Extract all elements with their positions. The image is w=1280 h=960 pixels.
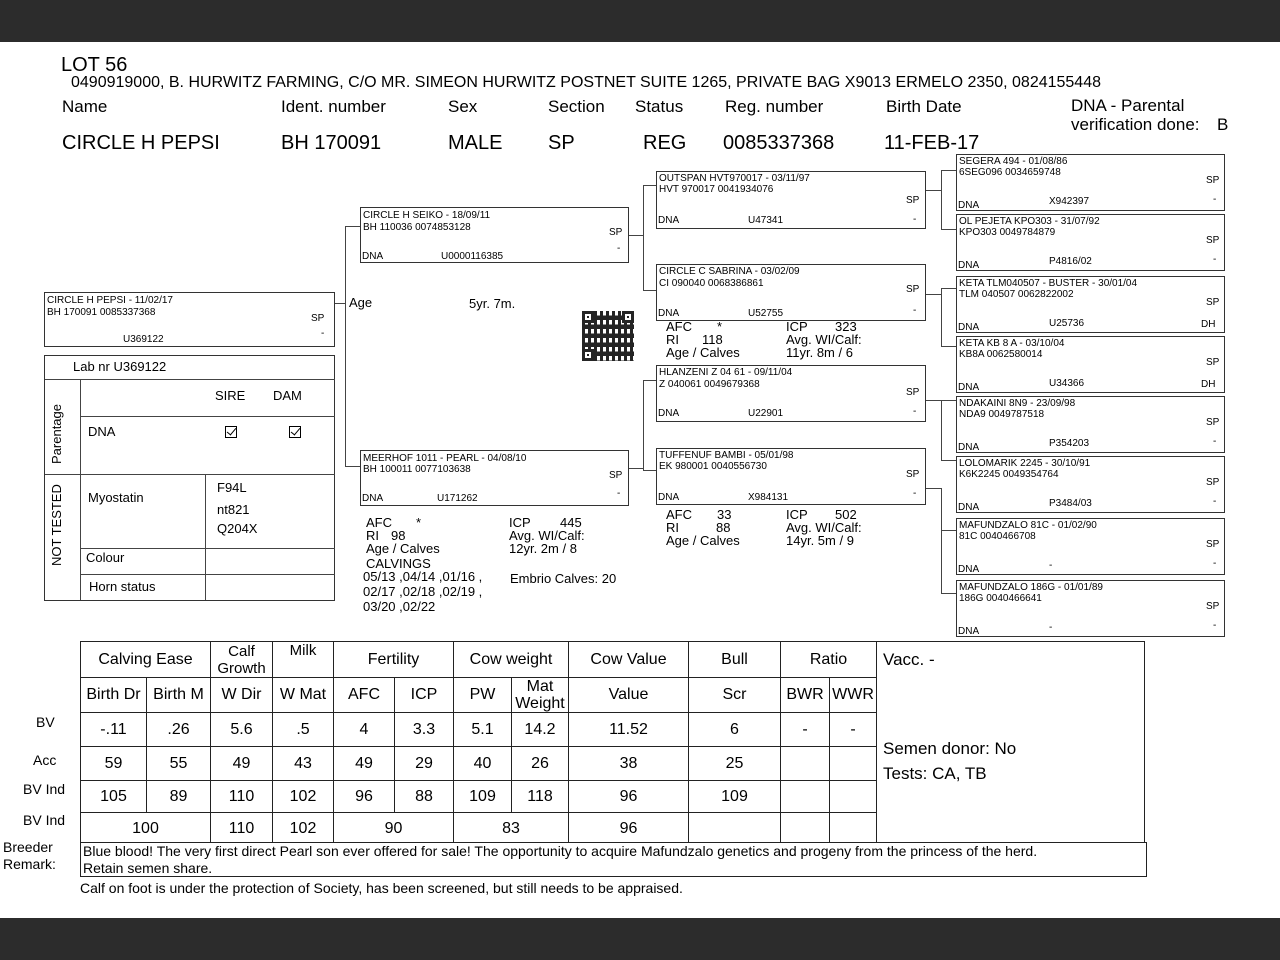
connector	[941, 288, 942, 346]
animal-name: CIRCLE H PEPSI	[62, 132, 220, 154]
connector	[345, 466, 360, 467]
g3-lab: P4816/02	[1049, 256, 1092, 267]
group-fertility: Fertility	[334, 642, 454, 678]
value-cell	[781, 781, 830, 813]
value-cell: 55	[147, 747, 211, 781]
value-cell: .26	[147, 713, 211, 747]
value-cell: 96	[569, 813, 689, 845]
ss-dash: -	[913, 214, 917, 225]
g3-ident: 6SEG096 0034659748	[959, 167, 1061, 178]
group-cow-value: Cow Value	[569, 642, 689, 678]
dam-icp-label: ICP	[509, 515, 531, 530]
connector	[643, 185, 657, 186]
g3-dna: DNA	[958, 502, 980, 513]
g3-section: SP	[1206, 235, 1220, 246]
g3-dash: -	[1213, 558, 1217, 569]
value-cell	[781, 747, 830, 781]
dam-calvings-3: 03/20 ,02/22	[363, 599, 436, 614]
value-cell	[830, 747, 877, 781]
horn-status-label: Horn status	[89, 579, 156, 594]
g3-title: OL PEJETA KPO303 - 31/07/92	[959, 216, 1100, 227]
ds-section: SP	[906, 387, 920, 398]
value-cell: 11.52	[569, 713, 689, 747]
value-cell: 5.1	[454, 713, 512, 747]
sd-avg-label: Avg. WI/Calf:	[786, 332, 862, 347]
g3-lab: U34366	[1049, 378, 1085, 389]
dam-afc-label: AFC	[366, 515, 392, 530]
sd-ident: CI 090040 0068386861	[659, 278, 764, 289]
g3-dna: DNA	[958, 322, 980, 333]
sire-section: SP	[609, 227, 623, 238]
header-status: Status	[635, 97, 684, 116]
g3-ident: KB8A 0062580014	[959, 349, 1043, 360]
connector	[941, 593, 956, 594]
value-cell: 43	[273, 747, 334, 781]
value-cell: 5.6	[211, 713, 273, 747]
ss-title: OUTSPAN HVT970017 - 03/11/97	[659, 173, 810, 184]
connector	[628, 468, 643, 469]
dna-test-label: DNA	[88, 424, 116, 439]
g3-section: SP	[1206, 357, 1220, 368]
pedigree-box-great-grandparent	[956, 456, 1225, 513]
sd-title: CIRCLE C SABRINA - 03/02/09	[659, 266, 800, 277]
dam-title: MEERHOF 1011 - PEARL - 04/08/10	[363, 453, 527, 464]
sd-age-calves-label: Age / Calves	[666, 345, 740, 360]
sire-dna: DNA	[362, 251, 384, 262]
pedigree-box-sire-sire	[656, 171, 926, 229]
sd-lab: U52755	[748, 308, 784, 319]
animal-section: SP	[548, 132, 575, 154]
dam-embrio: Embrio Calves: 20	[510, 571, 617, 586]
footnote: Calf on foot is under the protection of Society, has been screened, but still needs to be appraised.	[80, 880, 683, 896]
g3-dash: -	[1213, 496, 1217, 507]
g3-lab: X942397	[1049, 196, 1090, 207]
sire-dash: -	[617, 243, 621, 254]
g3-ident: TLM 040507 0062822002	[959, 289, 1074, 300]
group-milk: Milk	[273, 642, 334, 678]
ds-title: HLANZENI Z 04 61 - 09/11/04	[659, 367, 793, 378]
connector	[941, 460, 956, 461]
row-label-bv-ind-2: BV Ind	[23, 812, 66, 828]
g3-lab: -	[1049, 622, 1053, 633]
semen-donor: Semen donor: No	[883, 739, 1017, 758]
value-cell: 96	[334, 781, 395, 813]
sire-lab: U0000116385	[441, 251, 504, 262]
group-bull: Bull	[689, 642, 781, 678]
lab-number: Lab nr U369122	[73, 359, 167, 374]
value-cell: 29	[395, 747, 454, 781]
header-ident: Ident. number	[281, 97, 386, 116]
dam-dna: DNA	[362, 493, 384, 504]
dam-age-calves-label: Age / Calves	[366, 541, 440, 556]
ss-dna: DNA	[658, 215, 680, 226]
g3-dna: DNA	[958, 442, 980, 453]
value-cell: 110	[211, 813, 273, 845]
ds-ident: Z 040061 0049679368	[659, 379, 760, 390]
ds-dash: -	[913, 406, 917, 417]
row-label-acc: Acc	[33, 752, 57, 768]
value-cell: 83	[454, 813, 569, 845]
value-cell	[830, 813, 877, 845]
dd-avg-label: Avg. WI/Calf:	[786, 520, 862, 535]
connector	[643, 380, 644, 470]
value-cell: 102	[273, 813, 334, 845]
value-cell: 3.3	[395, 713, 454, 747]
g3-dash: -	[1213, 620, 1217, 631]
g3-section: SP	[1206, 417, 1220, 428]
g3-section: SP	[1206, 297, 1220, 308]
pedigree-box-dam-dam	[656, 448, 926, 505]
breeder-remark-line-1: Blue blood! The very first direct Pearl son ever offered for sale! The opportunity to acquire Mafundzalo genetics and progeny from the princess of the herd.	[83, 843, 1038, 859]
value-cell: 110	[211, 781, 273, 813]
owner-line: 0490919000, B. HURWITZ FARMING, C/O MR. SIMEON HURWITZ POSTNET SUITE 1265, PRIVATE BAG X9013 ERMELO 2350, 0824155448	[71, 74, 1101, 91]
pedigree-box-dam	[360, 450, 629, 506]
parentage-label: Parentage	[49, 404, 64, 464]
sd-age-calves-value: 11yr. 8m / 6	[786, 345, 853, 360]
breeding-values-table	[80, 641, 1145, 845]
sd-section: SP	[906, 284, 920, 295]
dd-age-calves-label: Age / Calves	[666, 533, 740, 548]
g3-lab: P354203	[1049, 438, 1090, 449]
value-cell: 96	[569, 781, 689, 813]
connector	[345, 226, 346, 466]
sd-ri-value: 118	[702, 332, 723, 347]
dd-dna: DNA	[658, 492, 680, 503]
dam-lab: U171262	[437, 493, 478, 504]
dd-age-calves-value: 14yr. 5m / 9	[786, 533, 854, 548]
sd-icp-value: 323	[835, 319, 857, 334]
animal-status: REG	[643, 132, 687, 154]
g3-section: SP	[1206, 539, 1220, 550]
g3-lab: U25736	[1049, 318, 1085, 329]
ss-ident: HVT 970017 0041934076	[659, 184, 774, 195]
column-header: W Dir	[211, 678, 273, 713]
column-header: Value	[569, 678, 689, 713]
header-dna-2: verification done:	[1071, 115, 1200, 134]
dam-ri-label: RI	[366, 528, 379, 543]
dd-section: SP	[906, 469, 920, 480]
g3-section: SP	[1206, 601, 1220, 612]
column-header: Birth M	[147, 678, 211, 713]
g3-dna: DNA	[958, 626, 980, 637]
row-label-bv: BV	[36, 714, 55, 730]
colour-label: Colour	[86, 550, 125, 565]
g3-dna: DNA	[958, 564, 980, 575]
column-header: PW	[454, 678, 512, 713]
connector	[334, 303, 345, 304]
header-reg: Reg. number	[725, 97, 824, 116]
pedigree-box-self	[44, 292, 335, 347]
dd-afc-label: AFC	[666, 507, 692, 522]
value-cell: 109	[689, 781, 781, 813]
group-calf-growth: Calf Growth	[211, 642, 273, 678]
dam-afc-value: *	[416, 515, 422, 530]
lot-number: LOT 56	[61, 54, 128, 76]
value-cell: -	[830, 713, 877, 747]
column-header: Birth Dr	[81, 678, 147, 713]
g3-dash: -	[1213, 254, 1217, 265]
myostatin-label: Myostatin	[88, 490, 144, 505]
dam-section: SP	[609, 470, 623, 481]
myostatin-f94l: F94L	[217, 480, 247, 495]
not-tested-label: NOT TESTED	[49, 484, 64, 566]
value-cell: 105	[81, 781, 147, 813]
breeder-remark-line-2: Retain semen share.	[83, 860, 213, 876]
vacc-panel	[877, 642, 1145, 845]
connector	[345, 226, 360, 227]
g3-dash: -	[1213, 436, 1217, 447]
value-cell: 40	[454, 747, 512, 781]
value-cell: 88	[395, 781, 454, 813]
column-header: BWR	[781, 678, 830, 713]
header-dna-1: DNA - Parental	[1071, 96, 1185, 115]
header-name: Name	[62, 97, 108, 116]
age-label: Age	[349, 295, 373, 310]
connector	[941, 229, 956, 230]
self-dash: -	[321, 328, 325, 339]
value-cell	[689, 813, 781, 845]
g3-dna: DNA	[958, 382, 980, 393]
connector	[643, 380, 657, 381]
dam-calvings-label: CALVINGS	[366, 556, 431, 571]
dd-ident: EK 980001 0040556730	[659, 461, 767, 472]
myostatin-q204x: Q204X	[217, 521, 258, 536]
g3-title: KETA KB 8 A - 03/10/04	[959, 338, 1065, 349]
value-cell: 100	[81, 813, 211, 845]
tests-text: Tests: CA, TB	[883, 764, 987, 783]
dam-dna-checkbox	[289, 426, 301, 438]
g3-title: MAFUNDZALO 81C - 01/02/90	[959, 520, 1097, 531]
age-value: 5yr. 7m.	[469, 296, 516, 311]
connector	[628, 235, 643, 236]
value-cell: -.11	[81, 713, 147, 747]
value-cell: 49	[334, 747, 395, 781]
connector	[643, 290, 657, 291]
value-cell: 25	[689, 747, 781, 781]
connector	[941, 288, 956, 289]
value-cell: 6	[689, 713, 781, 747]
g3-extra: DH	[1201, 379, 1216, 390]
value-cell: -	[781, 713, 830, 747]
connector	[941, 488, 942, 593]
g3-dna: DNA	[958, 260, 980, 271]
sire-header: SIRE	[215, 388, 246, 403]
sd-ri-label: RI	[666, 332, 679, 347]
dd-title: TUFFENUF BAMBI - 05/01/98	[659, 450, 794, 461]
ss-lab: U47341	[748, 215, 784, 226]
connector	[941, 346, 956, 347]
connector	[941, 170, 956, 171]
dd-ri-value: 88	[716, 520, 731, 535]
connector	[941, 170, 942, 230]
dam-age-calves-value: 12yr. 2m / 8	[509, 541, 577, 556]
pedigree-box-great-grandparent	[956, 580, 1225, 637]
self-ident: BH 170091 0085337368	[47, 307, 156, 318]
sire-title: CIRCLE H SEIKO - 18/09/11	[363, 210, 491, 221]
pedigree-box-great-grandparent	[956, 336, 1225, 393]
pedigree-box-great-grandparent	[956, 276, 1225, 333]
value-cell: 26	[512, 747, 569, 781]
value-cell: 4	[334, 713, 395, 747]
group-cow-weight: Cow weight	[454, 642, 569, 678]
header-section: Section	[548, 97, 605, 116]
g3-section: SP	[1206, 175, 1220, 186]
row-label-bv-ind: BV Ind	[23, 781, 66, 797]
breeder-remark-label: Breeder Remark:	[3, 839, 56, 872]
animal-birth: 11-FEB-17	[884, 132, 980, 154]
connector	[941, 400, 942, 460]
dam-dash: -	[617, 488, 621, 499]
vacc-text: Vacc. -	[883, 650, 935, 669]
tests-panel	[44, 355, 335, 601]
g3-ident: 81C 0040466708	[959, 531, 1036, 542]
connector	[925, 400, 941, 401]
pedigree-box-great-grandparent	[956, 396, 1225, 453]
value-cell: 109	[454, 781, 512, 813]
g3-title: MAFUNDZALO 186G - 01/01/89	[959, 582, 1103, 593]
dd-ri-label: RI	[666, 520, 679, 535]
sd-afc-value: *	[717, 319, 723, 334]
g3-extra: DH	[1201, 319, 1216, 330]
dam-header: DAM	[273, 388, 302, 403]
connector	[643, 185, 644, 290]
self-section: SP	[311, 313, 325, 324]
animal-sex: MALE	[448, 132, 503, 154]
pedigree-box-great-grandparent	[956, 518, 1225, 575]
sd-dash: -	[913, 305, 917, 316]
value-cell: 49	[211, 747, 273, 781]
animal-reg: 0085337368	[723, 132, 835, 154]
value-cell	[781, 813, 830, 845]
pedigree-box-sire-dam	[656, 264, 926, 321]
column-header: W Mat	[273, 678, 334, 713]
g3-ident: 186G 0040466641	[959, 593, 1042, 604]
column-header: Scr	[689, 678, 781, 713]
dd-icp-label: ICP	[786, 507, 808, 522]
value-cell: 118	[512, 781, 569, 813]
bottom-bar	[0, 918, 1280, 960]
connector	[643, 470, 657, 471]
self-title: CIRCLE H PEPSI - 11/02/17	[47, 295, 173, 306]
column-header: ICP	[395, 678, 454, 713]
dd-lab: X984131	[748, 492, 789, 503]
sire-ident: BH 110036 0074853128	[363, 222, 471, 233]
connector	[925, 294, 941, 295]
g3-ident: KPO303 0049784879	[959, 227, 1056, 238]
column-header: Mat Weight	[512, 678, 569, 713]
value-cell: 102	[273, 781, 334, 813]
value-cell: 90	[334, 813, 454, 845]
breeder-remark-box	[80, 842, 1147, 877]
value-cell: 38	[569, 747, 689, 781]
sd-afc-label: AFC	[666, 319, 692, 334]
connector	[925, 488, 941, 489]
g3-title: LOLOMARIK 2245 - 30/10/91	[959, 458, 1091, 469]
value-cell: .5	[273, 713, 334, 747]
column-header: AFC	[334, 678, 395, 713]
connector	[925, 190, 941, 191]
sire-dna-checkbox	[225, 426, 237, 438]
value-cell	[830, 781, 877, 813]
value-cell: 14.2	[512, 713, 569, 747]
dd-afc-value: 33	[717, 507, 732, 522]
qr-code-icon	[582, 311, 634, 361]
pedigree-box-dam-sire	[656, 365, 926, 422]
g3-title: NDAKAINI 8N9 - 23/09/98	[959, 398, 1076, 409]
value-cell: 89	[147, 781, 211, 813]
dam-calvings-2: 02/17 ,02/18 ,02/19 ,	[363, 584, 483, 599]
g3-lab: P3484/03	[1049, 498, 1092, 509]
dd-icp-value: 502	[835, 507, 857, 522]
sd-dna: DNA	[658, 308, 680, 319]
group-ratio: Ratio	[781, 642, 877, 678]
self-lab: U369122	[123, 334, 164, 345]
dam-ri-value: 98	[391, 528, 406, 543]
pedigree-box-great-grandparent	[956, 214, 1225, 271]
dam-icp-value: 445	[560, 515, 582, 530]
g3-dna: DNA	[958, 200, 980, 211]
top-bar	[0, 0, 1280, 42]
g3-title: KETA TLM040507 - BUSTER - 30/01/04	[959, 278, 1138, 289]
dam-avg-label: Avg. WI/Calf:	[509, 528, 585, 543]
ss-section: SP	[906, 195, 920, 206]
connector	[941, 400, 956, 401]
header-birth: Birth Date	[886, 97, 962, 116]
g3-section: SP	[1206, 477, 1220, 488]
connector	[941, 530, 956, 531]
g3-dash: -	[1213, 194, 1217, 205]
dna-verified-value: B	[1217, 115, 1229, 134]
myostatin-nt821: nt821	[217, 502, 250, 517]
value-cell: 59	[81, 747, 147, 781]
dd-dash: -	[913, 488, 917, 499]
sd-icp-label: ICP	[786, 319, 808, 334]
g3-ident: NDA9 0049787518	[959, 409, 1045, 420]
ds-dna: DNA	[658, 408, 680, 419]
header-sex: Sex	[448, 97, 478, 116]
dam-ident: BH 100011 0077103638	[363, 464, 471, 475]
column-header: WWR	[830, 678, 877, 713]
g3-title: SEGERA 494 - 01/08/86	[959, 156, 1068, 167]
g3-ident: K6K2245 0049354764	[959, 469, 1059, 480]
dam-calvings-1: 05/13 ,04/14 ,01/16 ,	[363, 569, 483, 584]
ds-lab: U22901	[748, 408, 784, 419]
animal-ident: BH 170091	[281, 132, 382, 154]
group-calving-ease: Calving Ease	[81, 642, 211, 678]
g3-lab: -	[1049, 560, 1053, 571]
pedigree-box-great-grandparent	[956, 154, 1225, 211]
pedigree-box-sire	[360, 207, 629, 263]
